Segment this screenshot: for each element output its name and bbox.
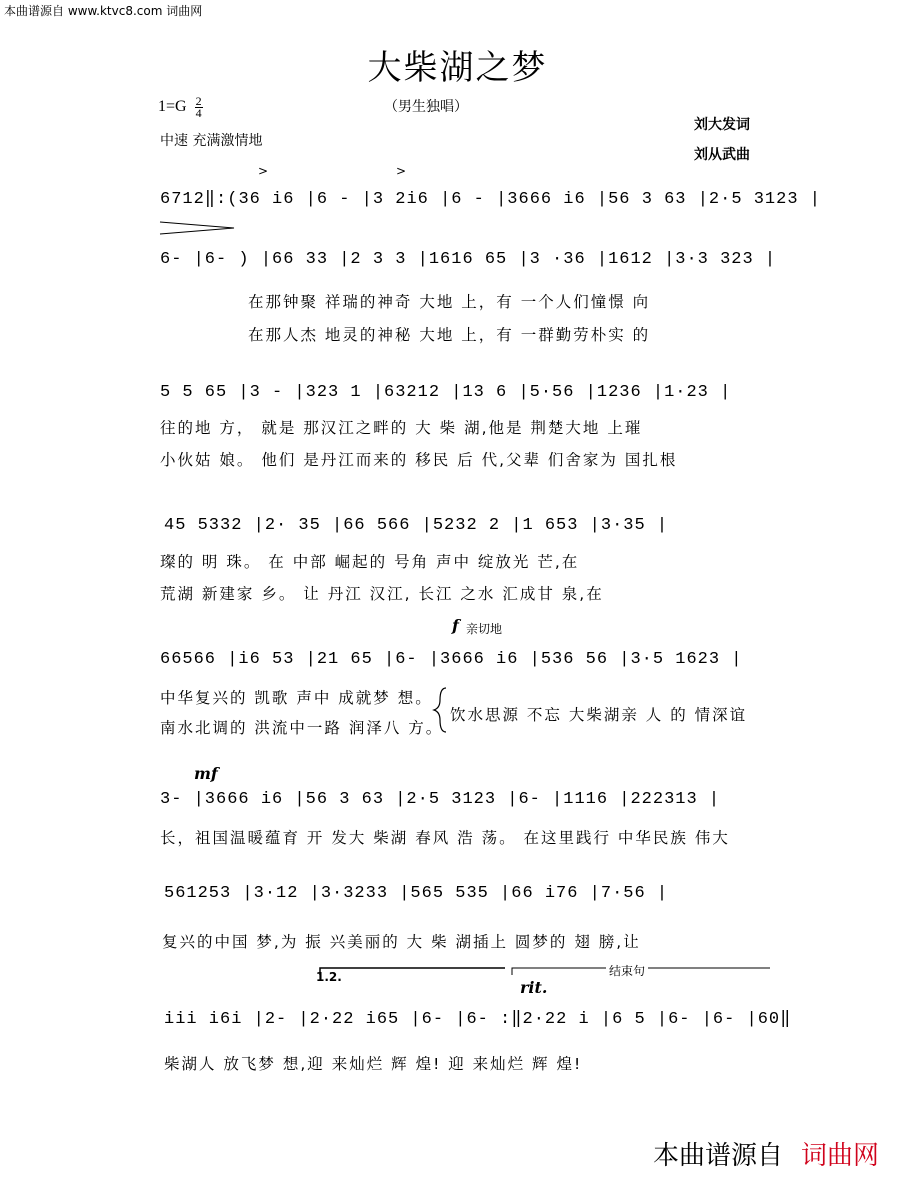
lyric-line: 长，祖国温暖蕴育 开 发大 柴湖 春风 浩 荡。 在这里践行 中华民族 伟大: [160, 829, 730, 847]
tempo-marking: 中速 充满激情地: [160, 133, 263, 149]
song-title: 大柴湖之梦: [367, 48, 548, 88]
lyric-line: 小伙姑 娘。 他们 是丹江而来的 移民 后 代,父辈 们舍家为 国扎根: [160, 451, 678, 469]
dynamic-mark: mf: [194, 764, 218, 783]
time-sig-bottom: 4: [195, 106, 202, 120]
lyric-line: 在那人杰 地灵的神秘 大地 上，有 一群勤劳朴实 的: [248, 326, 651, 344]
performer-note: （男生独唱）: [384, 99, 468, 115]
lyric-line-merged: 饮水思源 不忘 大柴湖亲 人 的 情深谊: [450, 706, 748, 724]
volta-label: 1.2.: [316, 970, 342, 984]
notation-row-7: 561253 |3·12 |3·3233 |565 535 |66 i76 |7·56 |: [164, 884, 669, 903]
notation-row-2: 6- |6- ) |66 33 |2 3 3 |1616 65 |3 ·36 |1612 |3·3 323 |: [160, 250, 777, 269]
notation-row-8: iii i6i |2- |2·22 i65 |6- |6- :‖2·22 i |6 5 |6- |6- |60‖: [164, 1010, 792, 1029]
accent-mark: >: [258, 164, 269, 178]
lyric-line: 中华复兴的 凯歌 声中 成就梦 想。: [160, 689, 433, 707]
footer-source: 本曲谱源自: [652, 1141, 783, 1171]
crescendo-mark: [160, 222, 234, 234]
lyric-line: 在那钟聚 祥瑞的神奇 大地 上，有 一个人们憧憬 向: [248, 293, 651, 311]
lyric-line: 柴湖人 放飞梦 想,迎 来灿烂 辉 煌! 迎 来灿烂 辉 煌!: [164, 1055, 583, 1073]
lyric-line: 复兴的中国 梦,为 振 兴美丽的 大 柴 湖插上 圆梦的 翅 膀,让: [162, 933, 641, 951]
accent-mark: >: [396, 164, 407, 178]
footer-watermark: [653, 1135, 879, 1172]
lyric-line: 荒湖 新建家 乡。 让 丹江 汉江, 长江 之水 汇成甘 泉,在: [160, 585, 604, 603]
ending-label: 结束句: [606, 962, 648, 979]
notation-row-3: 5 5 65 |3 - |323 1 |63212 |13 6 |5·56 |1236 |1·23 |: [160, 383, 732, 402]
time-sig-top: 2: [195, 94, 202, 108]
lyricist-credit: 刘大发词: [694, 117, 750, 133]
dynamic-mark: f: [452, 616, 459, 635]
volta-bracket: [320, 968, 505, 975]
key-label: 1=G: [158, 98, 187, 116]
source-header: 本曲谱源自 www.ktvc8.com 词曲网: [4, 4, 203, 18]
lyric-line: 南水北调的 洪流中一路 润泽八 方。: [160, 719, 444, 737]
notation-row-1: 6712‖:(36 i6 |6 - |3 2i6 |6 - |3666 i6 |56 3 63 |2·5 3123 |: [160, 190, 821, 209]
lyric-line: 往的地 方， 就是 那汉江之畔的 大 柴 湖,他是 荆楚大地 上璀: [160, 419, 643, 437]
ritardando-mark: rit.: [520, 978, 548, 997]
notation-row-5: 66566 |i6 53 |21 65 |6- |3666 i6 |536 56 |3·5 1623 |: [160, 650, 743, 669]
lyric-line: 璨的 明 珠。 在 中部 崛起的 号角 声中 绽放光 芒,在: [160, 553, 580, 571]
notation-row-4: 45 5332 |2· 35 |66 566 |5232 2 |1 653 |3·35 |: [164, 516, 669, 535]
composer-credit: 刘从武曲: [694, 147, 750, 163]
notation-row-6: 3- |3666 i6 |56 3 63 |2·5 3123 |6- |1116 |222313 |: [160, 790, 721, 809]
expression-text: 亲切地: [466, 622, 503, 636]
footer-site: 词曲网: [800, 1141, 879, 1171]
